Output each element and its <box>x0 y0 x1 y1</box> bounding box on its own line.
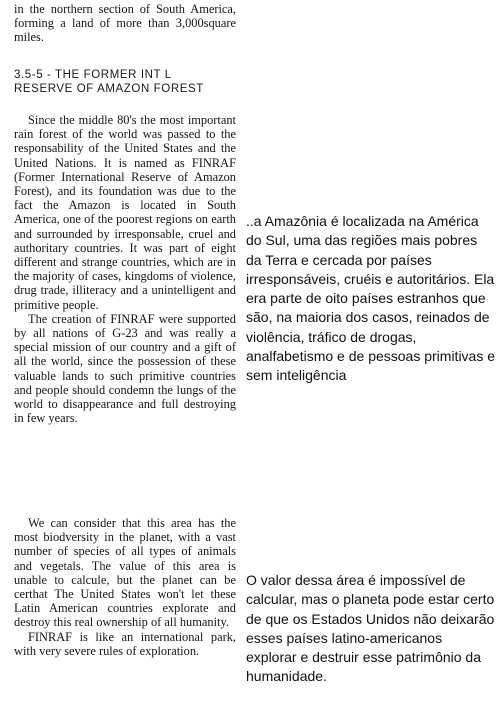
section-heading-line2: RESERVE OF AMAZON FOREST <box>14 83 204 95</box>
scan-intro-block <box>14 2 236 45</box>
scan-paragraph-1: Since the middle 80's the most important rain forest of the world was passed to the responsability of the United States and the United Nations. It is named as FINRAF (Former International Reserve of Amazon Forest), and its foundation was due to the fact the Amazon is located in South America, one of the poorest regions on earth and surrounded by irresponsable, cruel and authoritary countries. It was part of eight different and strange countries, which are in the majority of cases, kingdoms of violence, drug trade, illiteracy and a unintelligent and primitive people. <box>14 113 236 312</box>
scan-body-lower <box>14 516 236 658</box>
scan-body-upper <box>14 113 236 425</box>
translation-block-1: ..a Amazônia é localizada na América do Sul, uma das regiões mais pobres da Terra e cercada por países irresponsáveis, cruéis e autoritários. Ela era parte de oito países estranhos que são, na maioria dos casos, reinados de violência, tráfico de drogas, analfabetismo e de pessoas primitivas e sem inteligência <box>246 213 496 384</box>
scan-intro-text: in the northern section of South America, forming a land of more than 3,000square miles. <box>14 2 236 45</box>
scan-paragraph-2: The creation of FINRAF were supported by all nations of G-23 and was really a special mission of our country and a gift of all the world, since the possession of these valuable lands to such primitive countries and people should condemn the lungs of the world to disappearance and full destroying in few years. <box>14 311 236 426</box>
translation-block-2: O valor dessa área é impossível de calcular, mas o planeta pode estar certo de que os Estados Unidos não deixarão esses países latino-americanos explorar e destruir esse patrimônio da humanidade. <box>246 572 495 685</box>
section-heading <box>14 68 236 96</box>
scan-paragraph-3: We can consider that this area has the most biodversity in the planet, with a vast number of species of all types of animals and vegetals. The value of this area is unable to calcule, but the planet can be certhat The United States won't let these Latin American countries explorate and destroy this real ownership of all humanity. <box>14 516 236 630</box>
section-heading-line1: 3.5-5 - THE FORMER INT L <box>14 69 172 81</box>
scan-paragraph-4: FINRAF is like an international park, with very severe rules of exploration. <box>14 629 236 658</box>
